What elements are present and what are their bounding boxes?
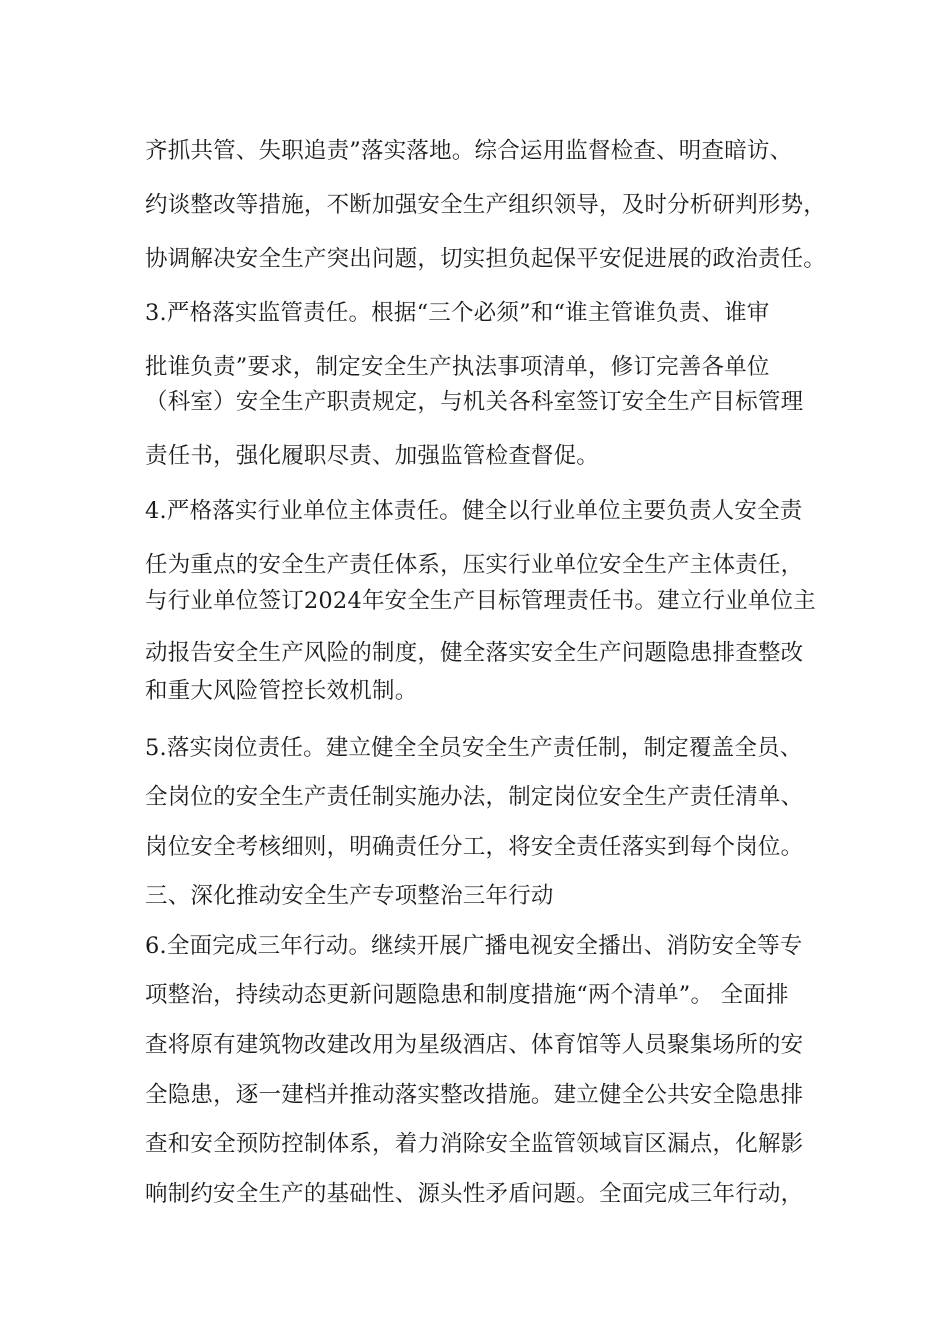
text-line: 与行业单位签订2024年安全生产目标管理责任书。建立行业单位主 <box>145 588 816 614</box>
text-line: 4.严格落实行业单位主体责任。健全以行业单位主要负责人安全责 <box>145 498 803 524</box>
text-line: 查和安全预防控制体系，着力消除安全监管领域盲区漏点，化解影 <box>145 1131 804 1157</box>
text-line: 响制约安全生产的基础性、源头性矛盾问题。全面完成三年行动， <box>145 1181 804 1207</box>
text-line: 齐抓共管、失职追责”落实落地。综合运用监督检查、明查暗访、 <box>145 138 793 164</box>
text-line: 岗位安全考核细则，明确责任分工，将安全责任落实到每个岗位。 <box>145 834 804 860</box>
text-line: 协调解决安全生产突出问题，切实担负起保平安促进展的政治责任。 <box>145 246 827 272</box>
text-line: 3.严格落实监管责任。根据“三个必须”和“谁主管谁负责、谁审 <box>145 300 770 326</box>
text-line: 和重大风险管控长效机制。 <box>145 678 418 704</box>
text-line: 5.落实岗位责任。建立健全全员安全生产责任制，制定覆盖全员、 <box>145 735 803 761</box>
text-line: 全岗位的安全生产责任制实施办法，制定岗位安全生产责任清单、 <box>145 784 804 810</box>
text-line: 任为重点的安全生产责任体系，压实行业单位安全生产主体责任， <box>145 552 804 578</box>
section-heading: 三、深化推动安全生产专项整治三年行动 <box>145 883 554 909</box>
text-line: 责任书，强化履职尽责、加强监管检查督促。 <box>145 443 600 469</box>
text-line: （科室）安全生产职责规定，与机关各科室签订安全生产目标管理 <box>145 389 804 415</box>
text-line: 动报告安全生产风险的制度，健全落实安全生产问题隐患排查整改 <box>145 640 804 666</box>
text-line: 批谁负责”要求，制定安全生产执法事项清单，修订完善各单位 <box>145 354 770 380</box>
text-line: 6.全面完成三年行动。继续开展广播电视安全播出、消防安全等专 <box>145 933 803 959</box>
text-line: 查将原有建筑物改建改用为星级酒店、体育馆等人员聚集场所的安 <box>145 1032 804 1058</box>
text-line: 全隐患，逐一建档并推动落实整改措施。建立健全公共安全隐患排 <box>145 1082 804 1108</box>
text-line: 约谈整改等措施，不断加强安全生产组织领导，及时分析研判形势， <box>145 192 827 218</box>
text-line: 项整治，持续动态更新问题隐患和制度措施“两个清单”。 全面排 <box>145 982 789 1008</box>
